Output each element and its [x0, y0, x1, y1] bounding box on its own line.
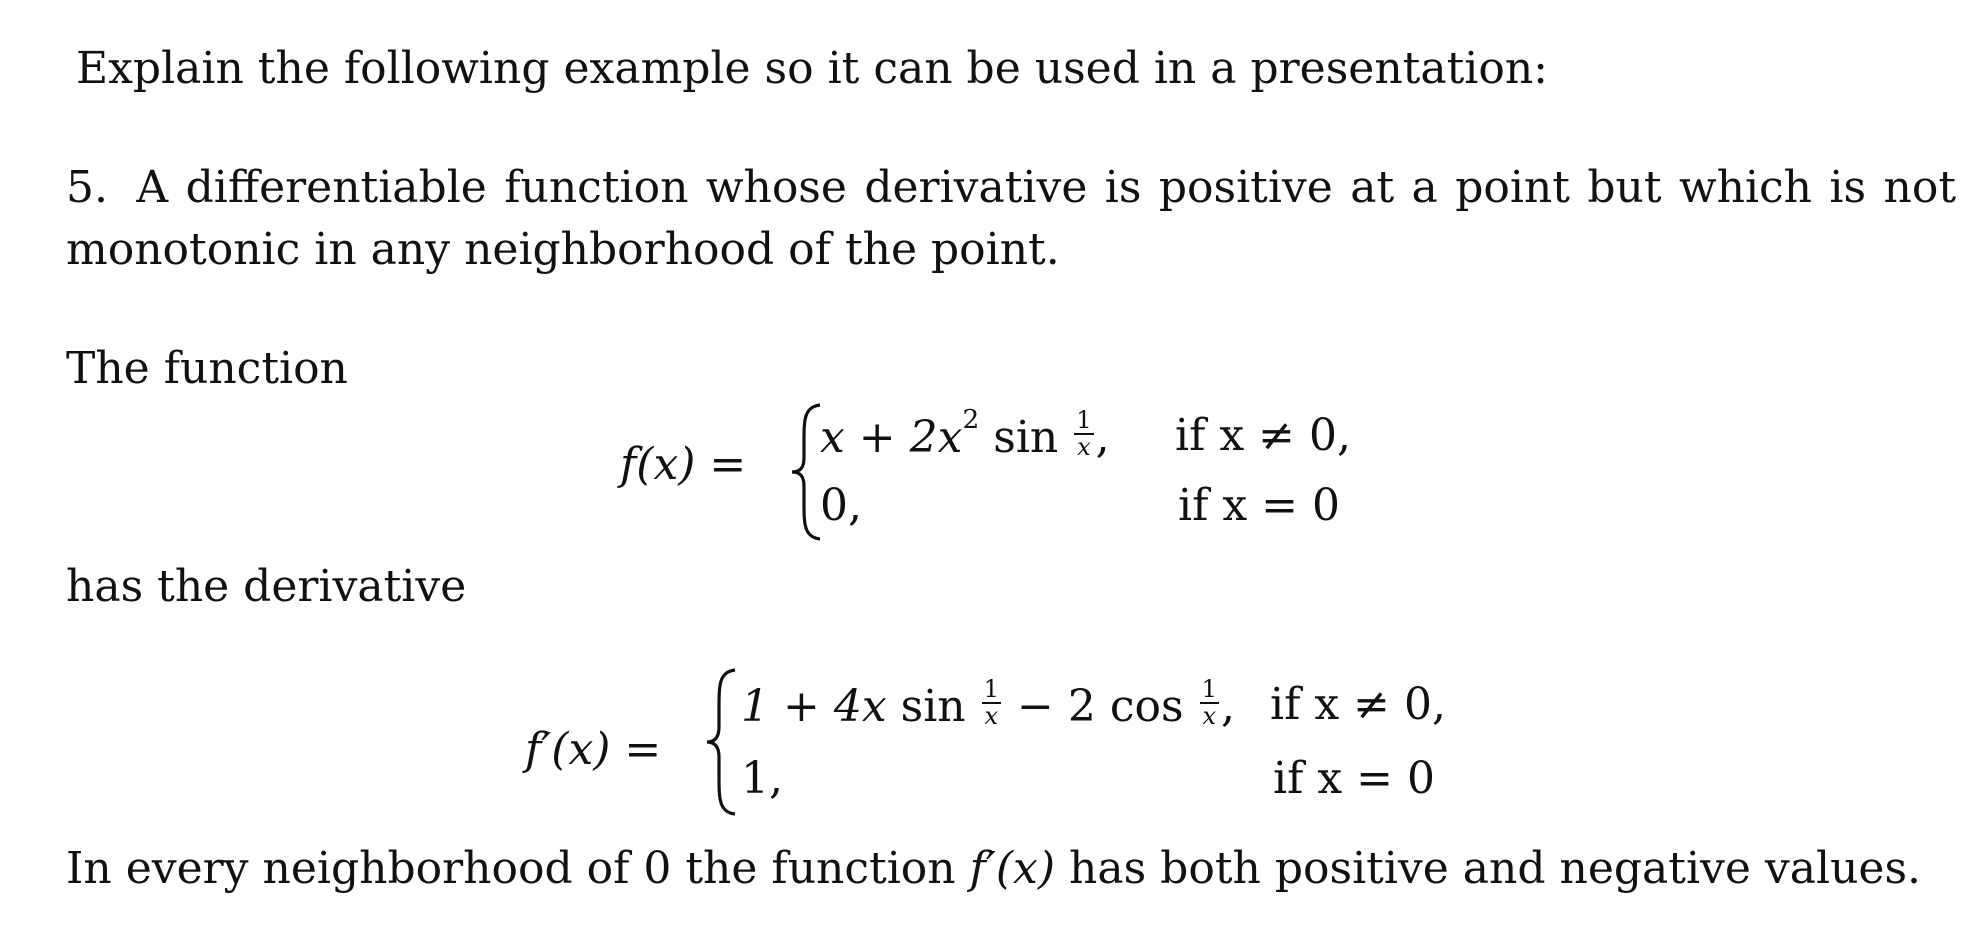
derivative-case1-condition: if x ≠ 0, [1270, 679, 1446, 730]
conclusion-text [66, 838, 1921, 900]
conclusion-expr: f′(x) [969, 843, 1056, 894]
function-intro: The function [66, 343, 348, 394]
derivative-lhs: f′(x) = [525, 724, 662, 775]
conclusion-before: In every neighborhood of 0 the function [66, 843, 956, 894]
derivative-case2-condition: if x = 0 [1273, 753, 1435, 804]
fraction: $\frac{1}{x}$ [1201, 675, 1218, 731]
function-lhs: f(x) = [620, 439, 747, 490]
left-brace-icon [705, 667, 739, 817]
problem-statement [66, 157, 1956, 281]
problem-text: A differentiable function whose derivative is positive at a point but which is not monotonic in any neighborhood of the point. [66, 162, 1956, 275]
function-equation [620, 400, 1380, 550]
derivative-case1-expr: 1 + 4x sin $\frac{1}{x}$ − 2 cos $\frac{1}{x}$ , [741, 675, 1236, 732]
function-case1-expr: $x + 2x^2$ sin $\frac{1}{x}$ , [820, 404, 1110, 463]
fraction: $\frac{1}{x}$ [983, 675, 1000, 731]
function-case1-condition: if x ≠ 0, [1175, 410, 1351, 461]
derivative-equation [525, 665, 1465, 815]
intro-text: Explain the following example so it can be used in a presentation: [76, 43, 1548, 94]
fraction: $\frac{1}{x}$ [1076, 406, 1092, 462]
function-case2-expr: 0, [820, 480, 862, 531]
function-case2-condition: if x = 0 [1178, 480, 1340, 531]
problem-number: 5. [66, 162, 108, 213]
conclusion-after: has both positive and negative values. [1069, 843, 1922, 894]
left-brace-icon [790, 402, 824, 542]
derivative-intro: has the derivative [66, 561, 467, 612]
derivative-case2-expr: 1, [741, 753, 783, 804]
